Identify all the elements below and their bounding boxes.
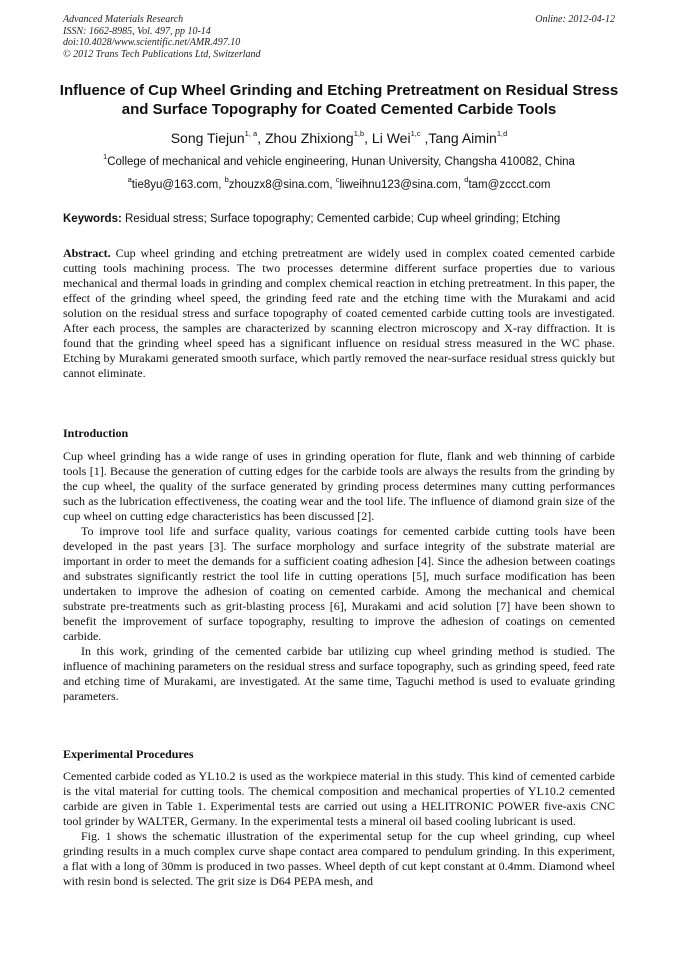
doi-line[interactable]: doi:10.4028/www.scientific.net/AMR.497.10 [63,37,241,49]
email-sup: c [335,175,340,185]
issn-line: ISSN: 1662-8985, Vol. 497, pp 10-14 [63,25,211,37]
email-address[interactable]: tam@zccct.com [468,179,551,191]
author-sep: , [420,130,429,146]
author-sup: 1,b [353,129,365,139]
keywords-text: Residual stress; Surface topography; Cemented carbide; Cup wheel grinding; Etching [121,213,561,225]
author-sep: , [364,130,372,146]
keywords-line [63,212,623,226]
email-sep: , [218,179,225,191]
affiliation [40,152,638,169]
author-name: Li Wei [371,130,411,146]
author-name: Song Tiejun [170,130,245,146]
abstract-block [63,246,615,381]
paragraph: To improve tool life and surface quality, various coatings for cemented carbide cutting tools have been developed in the past years [3]. The surface morphology and surface integrity of the substrate material are important in order to meet the demands for a sufficient coating adhesion [4]. Since the adhesion between coatings and substrates significantly restrict the tool life in cutting operations [5], much surface modification has been undertaken to improve the adhesion of coating on cemented carbide. Among the mechanical and chemical substrate pre-treatments such as grit-blasting process [6], Murakami and acid solution [7] have been shown to benefit the improvement of surface topography, resulting to improve the adhesion of coatings on cemented carbide. [63,524,615,643]
author-sup: 1,c [410,129,421,139]
email-address[interactable]: zhouzx8@sina.com [228,179,330,191]
paragraph: Fig. 1 shows the schematic illustration of the experimental setup for the cup wheel grinding, cup wheel grinding results in a much complex curve shape contact area compared to pendulum grinding. In this experiment, a flat with a long of 30mm is produced in two passes. Wheel depth of cut kept constant at 0.4mm. Diamond wheel with resin bond is selected. The grit size is D64 PEPA mesh, and [63,829,615,888]
introduction-heading: Introduction [63,426,129,440]
affiliation-text: College of mechanical and vehicle engineering, Hunan University, Changsha 410082, China [107,156,575,168]
experimental-heading: Experimental Procedures [63,747,194,761]
email-sup: d [464,175,469,185]
abstract-text: Cup wheel grinding and etching pretreatment are widely used in complex coated cemented carbide cutting tools machining process. The two processes determine different surface properties due to various mechanical and thermal loads in grinding and complex chemical reaction in etching pretreatment. In this paper, the effect of the grinding wheel speed, the grinding feed rate and the etching time with the Murakami and acid solution on the residual stress and surface topography of coated cemented carbide cutting tools are investigated. After each process, the samples are characterized by scanning electron microscopy and X-ray diffraction. It is found that the grinding wheel speed has a significant influence on residual stress measured in the WC phase. Etching by Murakami generated smooth surface, which partly removed the near-surface residual stress quickly but cannot eliminate. [63,246,615,380]
experimental-body [63,769,615,889]
affiliation-sup: 1 [103,152,108,162]
journal-header [63,14,615,60]
email-sup: a [127,175,132,185]
email-list [40,175,638,192]
paragraph: Cup wheel grinding has a wide range of uses in grinding operation for flute, flank and web thinning of carbide tools [1]. Because the generation of cutting edges for the carbide tools are always the results from the grinding by the cup wheel, the quality of the surface generated by grinding process determines many cutting performances such as the lubrication effectiveness, the coating wear and the tool life. The influence of diamond grain size of the cup wheel on cutting edge characteristics has been discussed [2]. [63,449,615,523]
paragraph: In this work, grinding of the cemented carbide bar utilizing cup wheel grinding method is studied. The influence of machining parameters on the residual stress and surface topography, such as grinding speed, feed rate and etching time of Murakami, are investigated. At the same time, Taguchi method is used to evaluate grinding parameters. [63,644,615,703]
author-sup: 1,d [496,129,508,139]
introduction-body [63,449,615,704]
email-address[interactable]: tie8yu@163.com [131,179,219,191]
author-sup: 1, a [244,129,258,139]
journal-name: Advanced Materials Research [63,14,184,25]
email-sup: b [224,175,229,185]
email-sep: , [329,179,336,191]
paper-title: Influence of Cup Wheel Grinding and Etching Pretreatment on Residual Stress and Surface Topography for Coated Cemented Carbide Tools [59,82,619,118]
author-name: Tang Aimin [428,130,497,146]
online-date: Online: 2012-04-12 [535,14,615,25]
email-address[interactable]: liweihnu123@sina.com [339,179,458,191]
author-name: Zhou Zhixiong [264,130,354,146]
abstract-label: Abstract. [63,246,111,260]
author-list [40,129,638,147]
keywords-label: Keywords: [63,213,122,225]
email-sep: , [457,179,465,191]
paragraph: Cemented carbide coded as YL10.2 is used as the workpiece material in this study. This kind of cemented carbide is the vital material for cutting tools. The chemical composition and mechanical properties of YL10.2 cemented carbide are given in Table 1. Experimental tests are carried out using a HELITRONIC POWER five-axis CNC tool grinder by WALTER, Germany. In the experimental tests a mineral oil based cooling lubricant is used. [63,769,615,828]
copyright-line: © 2012 Trans Tech Publications Ltd, Switzerland [63,48,261,60]
author-sep: , [257,130,265,146]
